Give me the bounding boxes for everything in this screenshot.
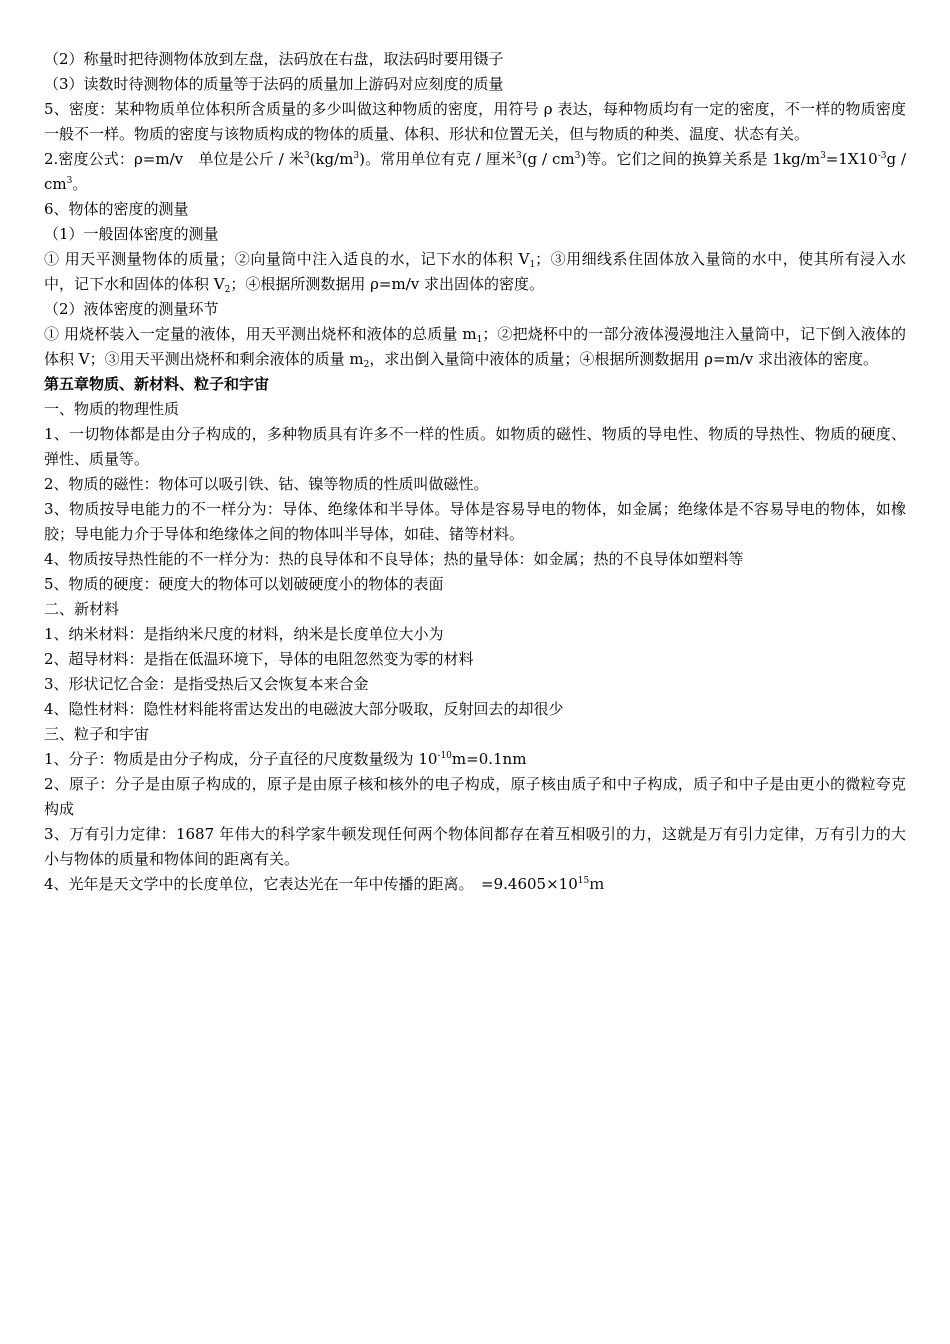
text-run: 1、分子：物质是由分子构成，分子直径的尺度数量级为 10 bbox=[44, 750, 438, 768]
superscript: 3 bbox=[303, 151, 310, 161]
text-run: m=0.1nm bbox=[451, 750, 527, 768]
text-line: 1、纳米材料：是指纳米尺度的材料，纳米是长度单位大小为 bbox=[44, 625, 444, 643]
chapter-heading: 第五章物质、新材料、粒子和宇宙 bbox=[44, 375, 270, 393]
text-line: （2）称量时把待测物体放到左盘，法码放在右盘，取法码时要用镊子 bbox=[44, 50, 504, 68]
subscript: 2 bbox=[363, 360, 370, 370]
text-line: 3、形状记忆合金：是指受热后又会恢复本来合金 bbox=[44, 675, 369, 693]
density-definition: 5、密度：某种物质单位体积所含质量的多少叫做这种物质的密度，用符号 ρ 表达，每种物质均有一定的密度，不一样的物质密度一般不一样。物质的密度与该物质构成的物体的质量、体积、形状和位置无关，但与物质的种类、温度、状态有关。 bbox=[44, 100, 906, 143]
text-run: 4、光年是天文学中的长度单位，它表达光在一年中传播的距离。 =9.4605×10 bbox=[44, 875, 578, 893]
solid-density-steps bbox=[44, 247, 906, 297]
text-line: 3、物质按导电能力的不一样分为：导体、绝缘体和半导体。导体是容易导电的物体，如金属；绝缘体是不容易导电的物体，如橡胶；导电能力介于导体和绝缘体之间的物体叫半导体，如硅、锗等材料。 bbox=[44, 500, 906, 543]
text-run: 2.密度公式：ρ=m/v 单位是公斤 / 米 bbox=[44, 150, 304, 168]
text-run: )等。它们之间的换算关系是 1kg/m bbox=[580, 150, 821, 168]
superscript: 15 bbox=[577, 876, 590, 886]
text-line: 2、原子：分子是由原子构成的，原子是由原子核和核外的电子构成，原子核由质子和中子构成，质子和中子是由更小的微粒夸克构成 bbox=[44, 775, 906, 818]
liquid-density-steps bbox=[44, 322, 906, 372]
text-run: ；④根据所测数据用 ρ=m/v 求出固体的密度。 bbox=[230, 275, 545, 293]
text-line: （1）一般固体密度的测量 bbox=[44, 225, 219, 243]
light-year-line bbox=[44, 872, 906, 897]
superscript: 3 bbox=[353, 151, 360, 161]
density-formula bbox=[44, 147, 906, 197]
superscript: 3 bbox=[820, 151, 826, 161]
section-heading: 三、粒子和宇宙 bbox=[44, 725, 150, 743]
text-line: 6、物体的密度的测量 bbox=[44, 200, 189, 218]
text-line: （3）读数时待测物体的质量等于法码的质量加上游码对应刻度的质量 bbox=[44, 75, 504, 93]
text-run: (g / cm bbox=[521, 150, 575, 168]
subscript: 2 bbox=[224, 285, 231, 295]
text-run: ；③用细线系住固体放入量筒的水中，使其所有浸入水中，记下水和固体的体积 V bbox=[44, 250, 906, 293]
section-heading: 二、新材料 bbox=[44, 600, 120, 618]
text-line: 2、物质的磁性：物体可以吸引铁、钴、镍等物质的性质叫做磁性。 bbox=[44, 475, 489, 493]
text-run: g / cm bbox=[44, 150, 907, 193]
text-run: 。 bbox=[72, 175, 88, 193]
text-line: 5、物质的硬度：硬度大的物体可以划破硬度小的物体的表面 bbox=[44, 575, 444, 593]
text-line: （2）液体密度的测量环节 bbox=[44, 300, 219, 318]
text-run: =1X10 bbox=[825, 150, 878, 168]
text-run: ① 用天平测量物体的质量；②向量筒中注入适良的水，记下水的体积 V bbox=[44, 250, 530, 268]
molecule-line bbox=[44, 747, 906, 772]
text-run: ；②把烧杯中的一部分液体漫漫地注入量筒中，记下倒入液体的体积 V；③用天平测出烧杯和剩余液体的质量 m bbox=[44, 325, 906, 368]
text-line: 4、物质按导热性能的不一样分为：热的良导体和不良导体；热的量导体：如金属；热的不良导体如塑料等 bbox=[44, 550, 744, 568]
text-line: 3、万有引力定律：1687 年伟大的科学家牛顿发现任何两个物体间都存在着互相吸引的力，这就是万有引力定律，万有引力的大小与物体的质量和物体间的距离有关。 bbox=[44, 825, 906, 868]
text-run: ① 用烧杯装入一定量的液体，用天平测出烧杯和液体的总质量 m bbox=[44, 325, 477, 343]
text-line: 2、超导材料：是指在低温环境下，导体的电阻忽然变为零的材料 bbox=[44, 650, 474, 668]
superscript: 3 bbox=[574, 151, 581, 161]
document-page bbox=[44, 47, 906, 897]
superscript: 3 bbox=[515, 151, 522, 161]
text-run: ｍ bbox=[589, 875, 605, 893]
text-run: ，求出倒入量筒中液体的质量；④根据所测数据用 ρ=m/v 求出液体的密度。 bbox=[369, 350, 879, 368]
text-run: (kg/m bbox=[309, 150, 354, 168]
subscript: 1 bbox=[476, 335, 483, 345]
text-line: 4、隐性材料：隐性材料能将雷达发出的电磁波大部分吸取，反射回去的却很少 bbox=[44, 700, 564, 718]
superscript: -10 bbox=[437, 751, 452, 761]
superscript: -3 bbox=[877, 151, 887, 161]
text-run: )。常用单位有克 / 厘米 bbox=[359, 150, 516, 168]
section-heading: 一、物质的物理性质 bbox=[44, 400, 180, 418]
text-line: 1、一切物体都是由分子构成的，多种物质具有许多不一样的性质。如物质的磁性、物质的导电性、物质的导热性、物质的硬度、弹性、质量等。 bbox=[44, 425, 906, 468]
superscript: 3 bbox=[66, 176, 73, 186]
subscript: 1 bbox=[529, 260, 536, 270]
